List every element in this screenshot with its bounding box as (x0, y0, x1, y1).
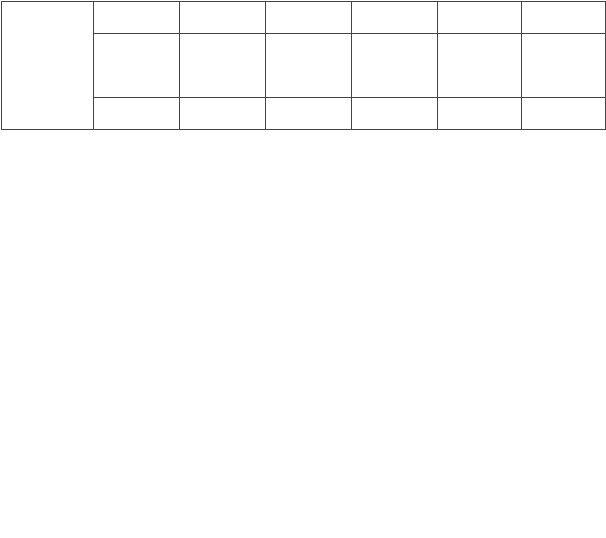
column-group-name (352, 34, 438, 98)
column-group-name (94, 34, 180, 98)
column-group-name (522, 34, 606, 98)
column-number (266, 2, 352, 34)
column-number (180, 2, 266, 34)
variable-header (2, 2, 94, 130)
dependent-variable (522, 98, 606, 130)
column-group-name (180, 34, 266, 98)
dependent-variable (266, 98, 352, 130)
header-number-row (2, 2, 606, 34)
column-number (352, 2, 438, 34)
dependent-variable (352, 98, 438, 130)
dependent-variable (180, 98, 266, 130)
column-group-name (266, 34, 352, 98)
regression-table (1, 1, 606, 130)
column-number (438, 2, 522, 34)
dependent-variable (438, 98, 522, 130)
column-group-name (438, 34, 522, 98)
column-number (94, 2, 180, 34)
dependent-variable (94, 98, 180, 130)
column-number (522, 2, 606, 34)
